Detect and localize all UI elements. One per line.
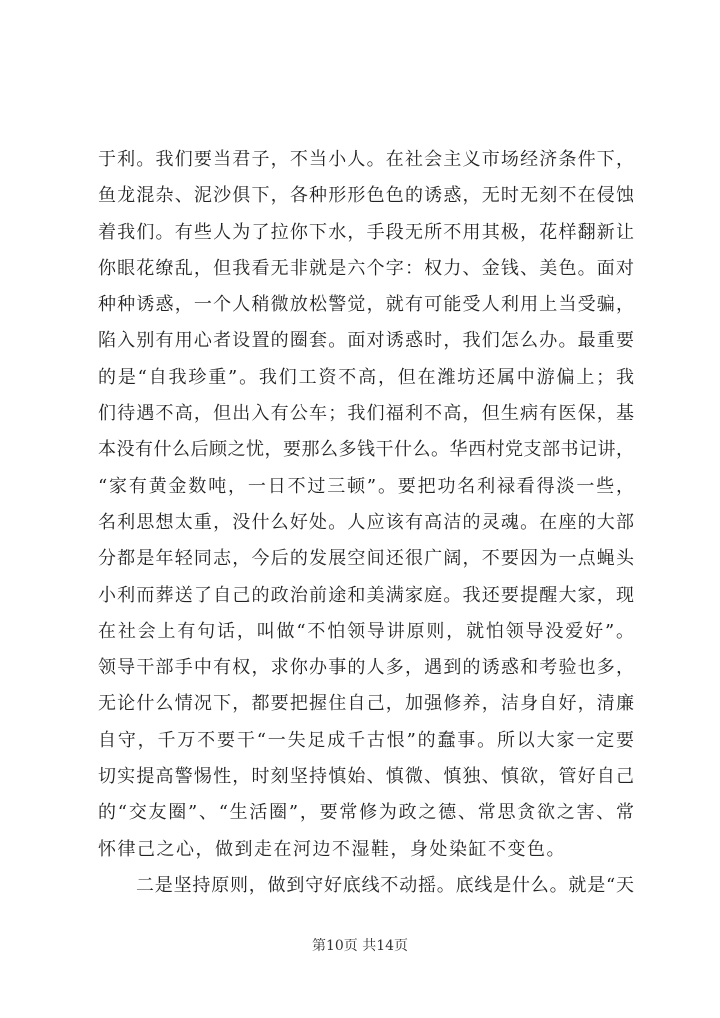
text-line: 着我们。有些人为了拉你下水，手段无所不用其极，花样翻新让: [98, 221, 634, 243]
document-body: [98, 142, 634, 904]
text-line: 本没有什么后顾之忧，要那么多钱干什么。华西村党支部书记讲，: [98, 439, 634, 461]
text-line: 鱼龙混杂、泥沙俱下，各种形形色色的诱惑，无时无刻不在侵蚀: [98, 185, 634, 207]
text-line: 分都是年轻同志，今后的发展空间还很广阔，不要因为一点蝇头: [98, 548, 634, 570]
text-line: 的“交友圈”、“生活圈”，要常修为政之德、常思贪欲之害、常: [98, 802, 634, 824]
text-line: 自守，千万不要干“一失足成千古恨”的蠢事。所以大家一定要: [98, 729, 634, 751]
text-line: 在社会上有句话，叫做“不怕领导讲原则，就怕领导没爱好”。: [98, 620, 634, 642]
text-line: 陷入别有用心者设置的圈套。面对诱惑时，我们怎么办。最重要: [98, 330, 634, 352]
text-line: “家有黄金数吨，一日不过三顿”。要把功名利禄看得淡一些，: [98, 475, 634, 497]
text-line: 二是坚持原则，做到守好底线不动摇。底线是什么。就是“天: [136, 874, 634, 896]
text-line: 领导干部手中有权，求你办事的人多，遇到的诱惑和考验也多，: [98, 657, 634, 679]
text-line: 怀律己之心，做到走在河边不湿鞋，身处染缸不变色。: [98, 838, 566, 860]
text-line: 你眼花缭乱，但我看无非就是六个字：权力、金钱、美色。面对: [98, 257, 634, 279]
text-line: 于利。我们要当君子，不当小人。在社会主义市场经济条件下，: [98, 149, 634, 170]
text-line: 的是“自我珍重”。我们工资不高，但在潍坊还属中游偏上；我: [98, 366, 634, 388]
text-line: 小利而葬送了自己的政治前途和美满家庭。我还要提醒大家，现: [98, 584, 634, 606]
text-line: 切实提高警惕性，时刻坚持慎始、慎微、慎独、慎欲，管好自己: [98, 766, 634, 788]
text-line: 们待遇不高，但出入有公车；我们福利不高，但生病有医保，基: [98, 403, 634, 425]
text-line: 种种诱惑，一个人稍微放松警觉，就有可能受人利用上当受骗，: [98, 294, 634, 316]
text-line: 名利思想太重，没什么好处。人应该有高洁的灵魂。在座的大部: [98, 511, 634, 533]
page-number-footer: 第10页 共14页: [311, 938, 409, 954]
text-line: 无论什么情况下，都要把握住自己，加强修养，洁身自好，清廉: [98, 693, 634, 715]
